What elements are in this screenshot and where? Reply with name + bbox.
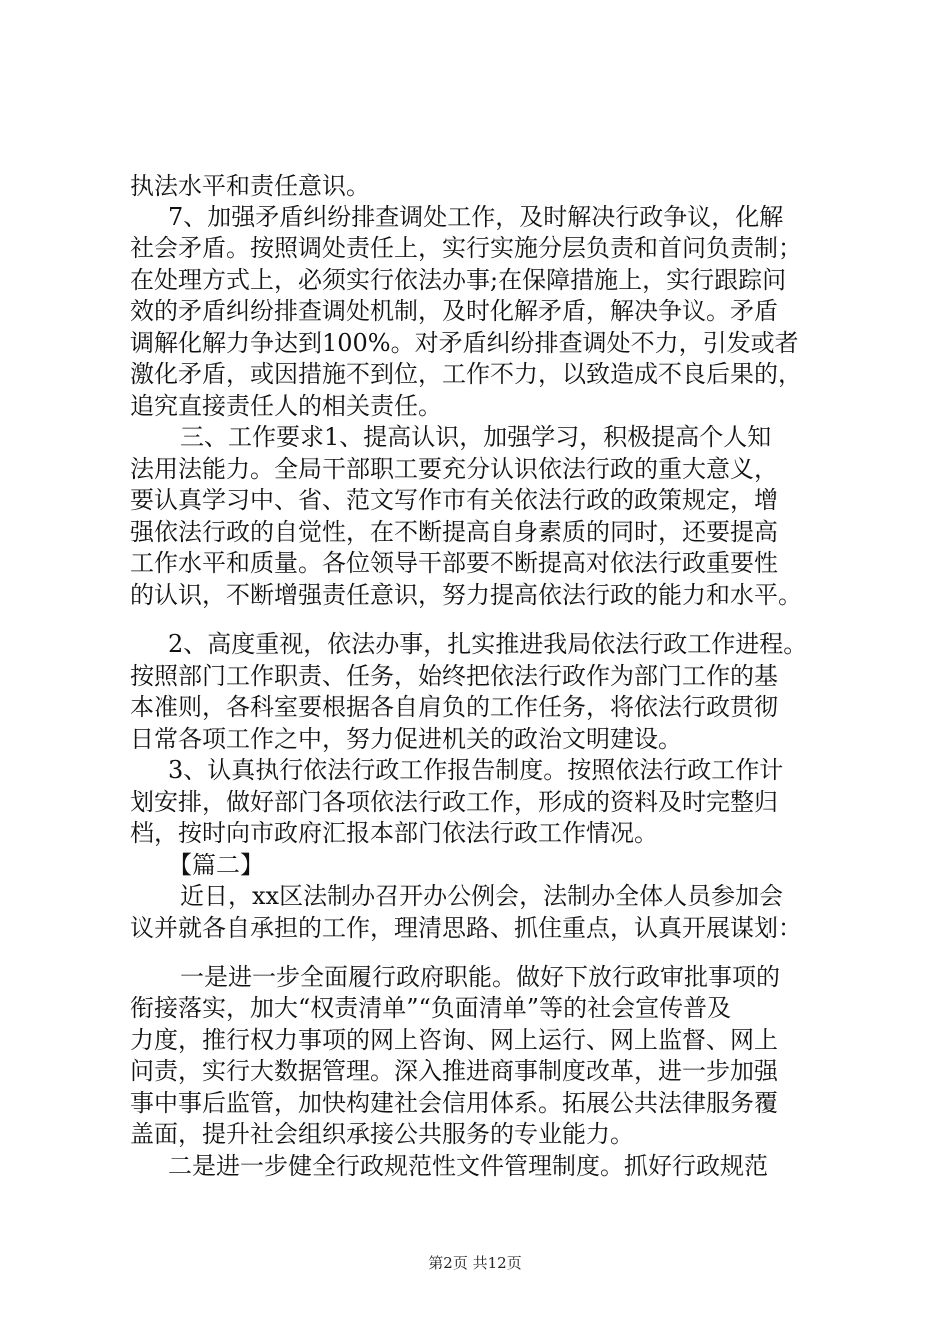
text-line: 工作水平和质量。各位领导干部要不断提高对依法行政重要性: [130, 549, 778, 577]
text-line: 一是进一步全面履行政府职能。做好下放行政审批事项的: [180, 963, 780, 991]
text-line: 激化矛盾，或因措施不到位，工作不力，以致造成不良后果的，: [130, 360, 802, 388]
text-line: 近日，xx区法制办召开办公例会，法制办全体人员参加会: [180, 882, 784, 910]
text-line: 追究直接责任人的相关责任。: [130, 392, 442, 420]
text-line: 执法水平和责任意识。: [130, 172, 370, 200]
text-line: 三、工作要求1、提高认识，加强学习，积极提高个人知: [180, 423, 772, 451]
text-line: 议并就各自承担的工作，理清思路、抓住重点，认真开展谋划：: [130, 914, 802, 942]
text-line: 问责，实行大数据管理。深入推进商事制度改革，进一步加强: [130, 1057, 778, 1085]
text-line: 本准则，各科室要根据各自肩负的工作任务，将依法行政贯彻: [130, 693, 778, 721]
text-line: 在处理方式上，必须实行依法办事;在保障措施上，实行跟踪问: [130, 266, 787, 294]
text-line: 事中事后监管，加快构建社会信用体系。拓展公共法律服务覆: [130, 1089, 778, 1117]
text-line: 2、高度重视，依法办事，扎实推进我局依法行政工作进程。: [168, 630, 808, 658]
text-line: 的认识，不断增强责任意识，努力提高依法行政的能力和水平。: [130, 581, 802, 609]
text-line: 3、认真执行依法行政工作报告制度。按照依法行政工作计: [168, 756, 784, 784]
text-line: 7、加强矛盾纠纷排查调处工作，及时解决行政争议，化解: [168, 203, 784, 231]
text-line: 档，按时向市政府汇报本部门依法行政工作情况。: [130, 819, 658, 847]
page-number-footer: 第2页 共12页: [428, 1254, 522, 1272]
text-line: 按照部门工作职责、任务，始终把依法行政作为部门工作的基: [130, 662, 778, 690]
text-line: 要认真学习中、省、范文写作市有关依法行政的政策规定，增: [130, 486, 778, 514]
section-heading: 【篇二】: [168, 851, 264, 879]
text-line: 效的矛盾纠纷排查调处机制，及时化解矛盾，解决争议。矛盾: [130, 297, 778, 325]
text-line: 力度，推行权力事项的网上咨询、网上运行、网上监督、网上: [130, 1026, 778, 1054]
text-line: 二是进一步健全行政规范性文件管理制度。抓好行政规范: [168, 1152, 768, 1180]
text-line: 盖面，提升社会组织承接公共服务的专业能力。: [130, 1120, 634, 1148]
text-line: 衔接落实，加大“权责清单”“负面清单”等的社会宣传普及: [130, 994, 732, 1022]
text-line: 法用法能力。全局干部职工要充分认识依法行政的重大意义，: [130, 455, 778, 483]
text-line: 强依法行政的自觉性，在不断提高自身素质的同时，还要提高: [130, 518, 778, 546]
text-line: 划安排，做好部门各项依法行政工作，形成的资料及时完整归: [130, 788, 778, 816]
text-line: 日常各项工作之中，努力促进机关的政治文明建设。: [130, 725, 682, 753]
text-line: 调解化解力争达到100%。对矛盾纠纷排查调处不力，引发或者: [130, 329, 799, 357]
text-line: 社会矛盾。按照调处责任上，实行实施分层负责和首问负责制；: [130, 234, 802, 262]
